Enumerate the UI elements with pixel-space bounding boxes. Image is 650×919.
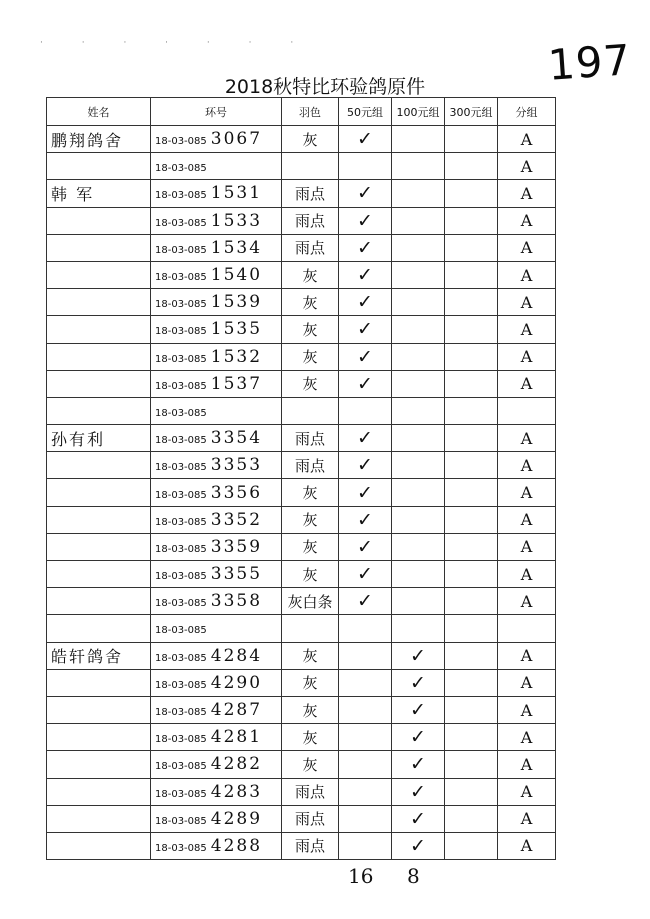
feather-color: 雨点 — [282, 805, 339, 832]
ring-prefix: 18-03-085 — [155, 244, 207, 256]
ring-number — [151, 615, 282, 642]
group-300-check — [445, 642, 498, 669]
group-50-check: ✓ — [339, 316, 392, 343]
feather-color: 灰 — [282, 533, 339, 560]
group-50-check — [339, 696, 392, 723]
group-300-check — [445, 506, 498, 533]
group-300-check — [445, 561, 498, 588]
feather-color — [282, 397, 339, 424]
group-50-check: ✓ — [339, 289, 392, 316]
group-50-check — [339, 724, 392, 751]
group-letter: A — [498, 778, 556, 805]
feather-color: 雨点 — [282, 778, 339, 805]
ring-suffix: 4287 — [210, 700, 263, 721]
table-row — [47, 153, 556, 180]
table-row — [47, 452, 556, 479]
group-300-check — [445, 832, 498, 859]
group-letter: A — [498, 751, 556, 778]
owner-name — [47, 479, 151, 506]
ring-number — [151, 561, 282, 588]
group-100-check — [392, 425, 445, 452]
feather-color: 雨点 — [282, 207, 339, 234]
ring-suffix: 4281 — [210, 727, 263, 748]
group-50-check: ✓ — [339, 234, 392, 261]
group-50-check: ✓ — [339, 452, 392, 479]
ring-number — [151, 724, 282, 751]
ring-number — [151, 751, 282, 778]
group-300-check — [445, 479, 498, 506]
group-100-check — [392, 588, 445, 615]
group-50-check — [339, 615, 392, 642]
table-row — [47, 778, 556, 805]
group-letter: A — [498, 588, 556, 615]
ring-suffix: 3359 — [210, 536, 263, 557]
owner-name — [47, 832, 151, 859]
ring-number — [151, 588, 282, 615]
feather-color: 灰 — [282, 126, 339, 153]
ring-number — [151, 397, 282, 424]
group-300-check — [445, 397, 498, 424]
ring-prefix: 18-03-085 — [155, 788, 207, 800]
table-row — [47, 832, 556, 859]
group-100-check — [392, 261, 445, 288]
group-300-check — [445, 452, 498, 479]
group-50-check — [339, 397, 392, 424]
ring-number — [151, 234, 282, 261]
ring-prefix: 18-03-085 — [155, 380, 207, 392]
group-100-check — [392, 343, 445, 370]
group-100-check: ✓ — [392, 642, 445, 669]
table-row — [47, 724, 556, 751]
table-row — [47, 261, 556, 288]
group-letter: A — [498, 479, 556, 506]
owner-name — [47, 289, 151, 316]
page-title: 2018秋特比环验鸽原件 — [224, 76, 426, 98]
ring-number — [151, 832, 282, 859]
ring-prefix: 18-03-085 — [155, 353, 207, 365]
feather-color: 灰 — [282, 506, 339, 533]
table-row — [47, 805, 556, 832]
feather-color — [282, 153, 339, 180]
group-letter: A — [498, 805, 556, 832]
owner-name: 鹏翔鸽舍 — [47, 126, 151, 153]
table-row — [47, 180, 556, 207]
ring-number — [151, 506, 282, 533]
ring-number — [151, 642, 282, 669]
group-100-check — [392, 506, 445, 533]
owner-name: 韩 军 — [47, 180, 151, 207]
group-letter: A — [498, 669, 556, 696]
table-row — [47, 506, 556, 533]
feather-color: 灰 — [282, 696, 339, 723]
owner-name — [47, 506, 151, 533]
ring-number — [151, 778, 282, 805]
group-50-check — [339, 642, 392, 669]
ring-prefix: 18-03-085 — [155, 707, 207, 719]
group-300-check — [445, 696, 498, 723]
group-300-check — [445, 588, 498, 615]
feather-color: 灰 — [282, 261, 339, 288]
owner-name — [47, 234, 151, 261]
table-row — [47, 479, 556, 506]
scan-specks: · · · · · · · — [40, 38, 312, 48]
group-letter: A — [498, 234, 556, 261]
ring-prefix: 18-03-085 — [155, 163, 207, 175]
page-number: 197 — [546, 35, 633, 90]
group-300-check — [445, 207, 498, 234]
group-100-check: ✓ — [392, 778, 445, 805]
header-group-100: 100元组 — [392, 98, 445, 126]
group-letter: A — [498, 533, 556, 560]
ring-suffix: 1537 — [210, 373, 263, 394]
feather-color: 灰 — [282, 724, 339, 751]
ring-prefix: 18-03-085 — [155, 272, 207, 284]
group-letter: A — [498, 153, 556, 180]
ring-number — [151, 126, 282, 153]
owner-name — [47, 724, 151, 751]
ring-prefix: 18-03-085 — [155, 625, 207, 637]
group-letter: A — [498, 425, 556, 452]
ring-number — [151, 207, 282, 234]
group-50-check — [339, 805, 392, 832]
owner-name — [47, 207, 151, 234]
feather-color: 灰 — [282, 751, 339, 778]
owner-name — [47, 316, 151, 343]
owner-name — [47, 669, 151, 696]
group-letter: A — [498, 316, 556, 343]
table-body — [47, 126, 556, 860]
owner-name: 皓轩鸽舍 — [47, 642, 151, 669]
feather-color: 雨点 — [282, 180, 339, 207]
ring-prefix: 18-03-085 — [155, 326, 207, 338]
ring-prefix: 18-03-085 — [155, 761, 207, 773]
group-50-check: ✓ — [339, 180, 392, 207]
ring-suffix: 3355 — [210, 564, 263, 585]
owner-name — [47, 778, 151, 805]
table-row — [47, 561, 556, 588]
feather-color: 灰 — [282, 669, 339, 696]
owner-name: 孙有利 — [47, 425, 151, 452]
ring-prefix: 18-03-085 — [155, 407, 207, 419]
table-row — [47, 615, 556, 642]
owner-name — [47, 153, 151, 180]
group-300-check — [445, 180, 498, 207]
group-100-check — [392, 289, 445, 316]
owner-name — [47, 615, 151, 642]
ring-suffix: 4288 — [210, 835, 263, 856]
ring-prefix: 18-03-085 — [155, 136, 207, 148]
total-50-group: 16 — [348, 864, 374, 888]
feather-color — [282, 615, 339, 642]
group-50-check — [339, 832, 392, 859]
ring-number — [151, 370, 282, 397]
group-50-check: ✓ — [339, 370, 392, 397]
group-300-check — [445, 153, 498, 180]
group-300-check — [445, 778, 498, 805]
group-100-check: ✓ — [392, 724, 445, 751]
ring-prefix: 18-03-085 — [155, 842, 207, 854]
owner-name — [47, 561, 151, 588]
ring-number — [151, 805, 282, 832]
group-letter: A — [498, 452, 556, 479]
group-letter: A — [498, 180, 556, 207]
group-100-check: ✓ — [392, 805, 445, 832]
group-50-check — [339, 669, 392, 696]
group-letter: A — [498, 126, 556, 153]
table-row — [47, 751, 556, 778]
table-row — [47, 343, 556, 370]
ring-suffix: 4290 — [210, 672, 263, 693]
feather-color: 灰 — [282, 561, 339, 588]
ring-number — [151, 343, 282, 370]
ring-suffix: 1534 — [210, 237, 263, 258]
group-100-check — [392, 370, 445, 397]
group-50-check: ✓ — [339, 207, 392, 234]
owner-name — [47, 397, 151, 424]
ring-prefix: 18-03-085 — [155, 734, 207, 746]
ring-suffix: 1540 — [210, 265, 263, 286]
ring-suffix: 1535 — [210, 319, 263, 340]
ring-number — [151, 316, 282, 343]
ring-suffix: 1532 — [210, 346, 263, 367]
group-100-check — [392, 234, 445, 261]
table-row — [47, 397, 556, 424]
header-color: 羽色 — [282, 98, 339, 126]
ring-number — [151, 261, 282, 288]
group-300-check — [445, 615, 498, 642]
group-300-check — [445, 805, 498, 832]
group-letter: A — [498, 207, 556, 234]
group-300-check — [445, 533, 498, 560]
table-row — [47, 370, 556, 397]
owner-name — [47, 370, 151, 397]
ring-number — [151, 696, 282, 723]
group-50-check — [339, 778, 392, 805]
group-300-check — [445, 261, 498, 288]
group-100-check — [392, 561, 445, 588]
group-letter: A — [498, 832, 556, 859]
ring-number — [151, 533, 282, 560]
group-100-check — [392, 615, 445, 642]
feather-color: 雨点 — [282, 425, 339, 452]
ring-suffix: 3353 — [210, 455, 263, 476]
group-letter: A — [498, 261, 556, 288]
table-row — [47, 669, 556, 696]
group-50-check: ✓ — [339, 533, 392, 560]
feather-color: 灰 — [282, 343, 339, 370]
group-letter: A — [498, 724, 556, 751]
group-100-check — [392, 452, 445, 479]
ring-number — [151, 479, 282, 506]
group-50-check: ✓ — [339, 588, 392, 615]
ring-number — [151, 153, 282, 180]
group-100-check — [392, 180, 445, 207]
group-300-check — [445, 234, 498, 261]
group-letter: A — [498, 289, 556, 316]
group-letter: A — [498, 561, 556, 588]
ring-suffix: 3358 — [210, 591, 263, 612]
table-row — [47, 533, 556, 560]
group-letter: A — [498, 343, 556, 370]
ring-suffix: 1531 — [210, 183, 263, 204]
ring-prefix: 18-03-085 — [155, 489, 207, 501]
group-letter — [498, 397, 556, 424]
ring-suffix: 4283 — [210, 781, 263, 802]
table-row — [47, 696, 556, 723]
group-300-check — [445, 126, 498, 153]
table-row — [47, 588, 556, 615]
ring-number — [151, 425, 282, 452]
group-100-check — [392, 153, 445, 180]
owner-name — [47, 696, 151, 723]
ring-suffix: 1539 — [210, 292, 263, 313]
group-300-check — [445, 751, 498, 778]
header-group-300: 300元组 — [445, 98, 498, 126]
table-row — [47, 642, 556, 669]
owner-name — [47, 533, 151, 560]
owner-name — [47, 261, 151, 288]
ring-prefix: 18-03-085 — [155, 217, 207, 229]
ring-suffix: 4282 — [210, 754, 263, 775]
group-letter: A — [498, 506, 556, 533]
header-ring: 环号 — [151, 98, 282, 126]
table-row — [47, 289, 556, 316]
header-name: 姓名 — [47, 98, 151, 126]
group-50-check: ✓ — [339, 126, 392, 153]
group-letter: A — [498, 696, 556, 723]
ring-prefix: 18-03-085 — [155, 598, 207, 610]
ring-suffix: 3356 — [210, 482, 263, 503]
ring-number — [151, 452, 282, 479]
feather-color: 灰 — [282, 479, 339, 506]
table-header-row — [47, 98, 556, 126]
owner-name — [47, 588, 151, 615]
owner-name — [47, 805, 151, 832]
group-letter — [498, 615, 556, 642]
ring-number — [151, 669, 282, 696]
group-50-check: ✓ — [339, 479, 392, 506]
feather-color: 灰 — [282, 289, 339, 316]
feather-color: 灰 — [282, 370, 339, 397]
ring-prefix: 18-03-085 — [155, 190, 207, 202]
feather-color: 雨点 — [282, 234, 339, 261]
feather-color: 雨点 — [282, 452, 339, 479]
header-group: 分组 — [498, 98, 556, 126]
owner-name — [47, 751, 151, 778]
group-50-check: ✓ — [339, 261, 392, 288]
ring-number — [151, 289, 282, 316]
ring-suffix: 1533 — [210, 210, 263, 231]
feather-color: 灰 — [282, 642, 339, 669]
group-100-check: ✓ — [392, 832, 445, 859]
group-100-check: ✓ — [392, 669, 445, 696]
ring-prefix: 18-03-085 — [155, 571, 207, 583]
group-300-check — [445, 425, 498, 452]
group-300-check — [445, 370, 498, 397]
ring-suffix: 4284 — [210, 645, 263, 666]
ring-prefix: 18-03-085 — [155, 652, 207, 664]
ring-prefix: 18-03-085 — [155, 815, 207, 827]
group-300-check — [445, 289, 498, 316]
total-100-group: 8 — [407, 864, 420, 888]
table-row — [47, 126, 556, 153]
group-100-check — [392, 533, 445, 560]
group-100-check: ✓ — [392, 751, 445, 778]
group-300-check — [445, 343, 498, 370]
ring-prefix: 18-03-085 — [155, 543, 207, 555]
group-letter: A — [498, 370, 556, 397]
group-50-check: ✓ — [339, 506, 392, 533]
group-300-check — [445, 669, 498, 696]
ring-prefix: 18-03-085 — [155, 299, 207, 311]
group-50-check — [339, 153, 392, 180]
table-row — [47, 316, 556, 343]
ring-prefix: 18-03-085 — [155, 462, 207, 474]
table-row — [47, 234, 556, 261]
ring-prefix: 18-03-085 — [155, 516, 207, 528]
group-50-check: ✓ — [339, 425, 392, 452]
group-100-check — [392, 397, 445, 424]
group-letter: A — [498, 642, 556, 669]
feather-color: 灰 — [282, 316, 339, 343]
table-row — [47, 207, 556, 234]
group-100-check — [392, 126, 445, 153]
ring-suffix: 3354 — [210, 428, 263, 449]
group-100-check: ✓ — [392, 696, 445, 723]
ring-number — [151, 180, 282, 207]
table-row — [47, 425, 556, 452]
owner-name — [47, 452, 151, 479]
group-100-check — [392, 207, 445, 234]
group-50-check: ✓ — [339, 561, 392, 588]
ring-prefix: 18-03-085 — [155, 679, 207, 691]
owner-name — [47, 343, 151, 370]
header-group-50: 50元组 — [339, 98, 392, 126]
ring-suffix: 4289 — [210, 808, 263, 829]
group-100-check — [392, 479, 445, 506]
group-50-check — [339, 751, 392, 778]
group-100-check — [392, 316, 445, 343]
group-300-check — [445, 316, 498, 343]
group-50-check: ✓ — [339, 343, 392, 370]
ring-prefix: 18-03-085 — [155, 435, 207, 447]
ring-suffix: 3352 — [210, 509, 263, 530]
group-300-check — [445, 724, 498, 751]
pigeon-ring-table — [46, 97, 556, 860]
ring-suffix: 3067 — [210, 129, 263, 150]
feather-color: 灰白条 — [282, 588, 339, 615]
feather-color: 雨点 — [282, 832, 339, 859]
